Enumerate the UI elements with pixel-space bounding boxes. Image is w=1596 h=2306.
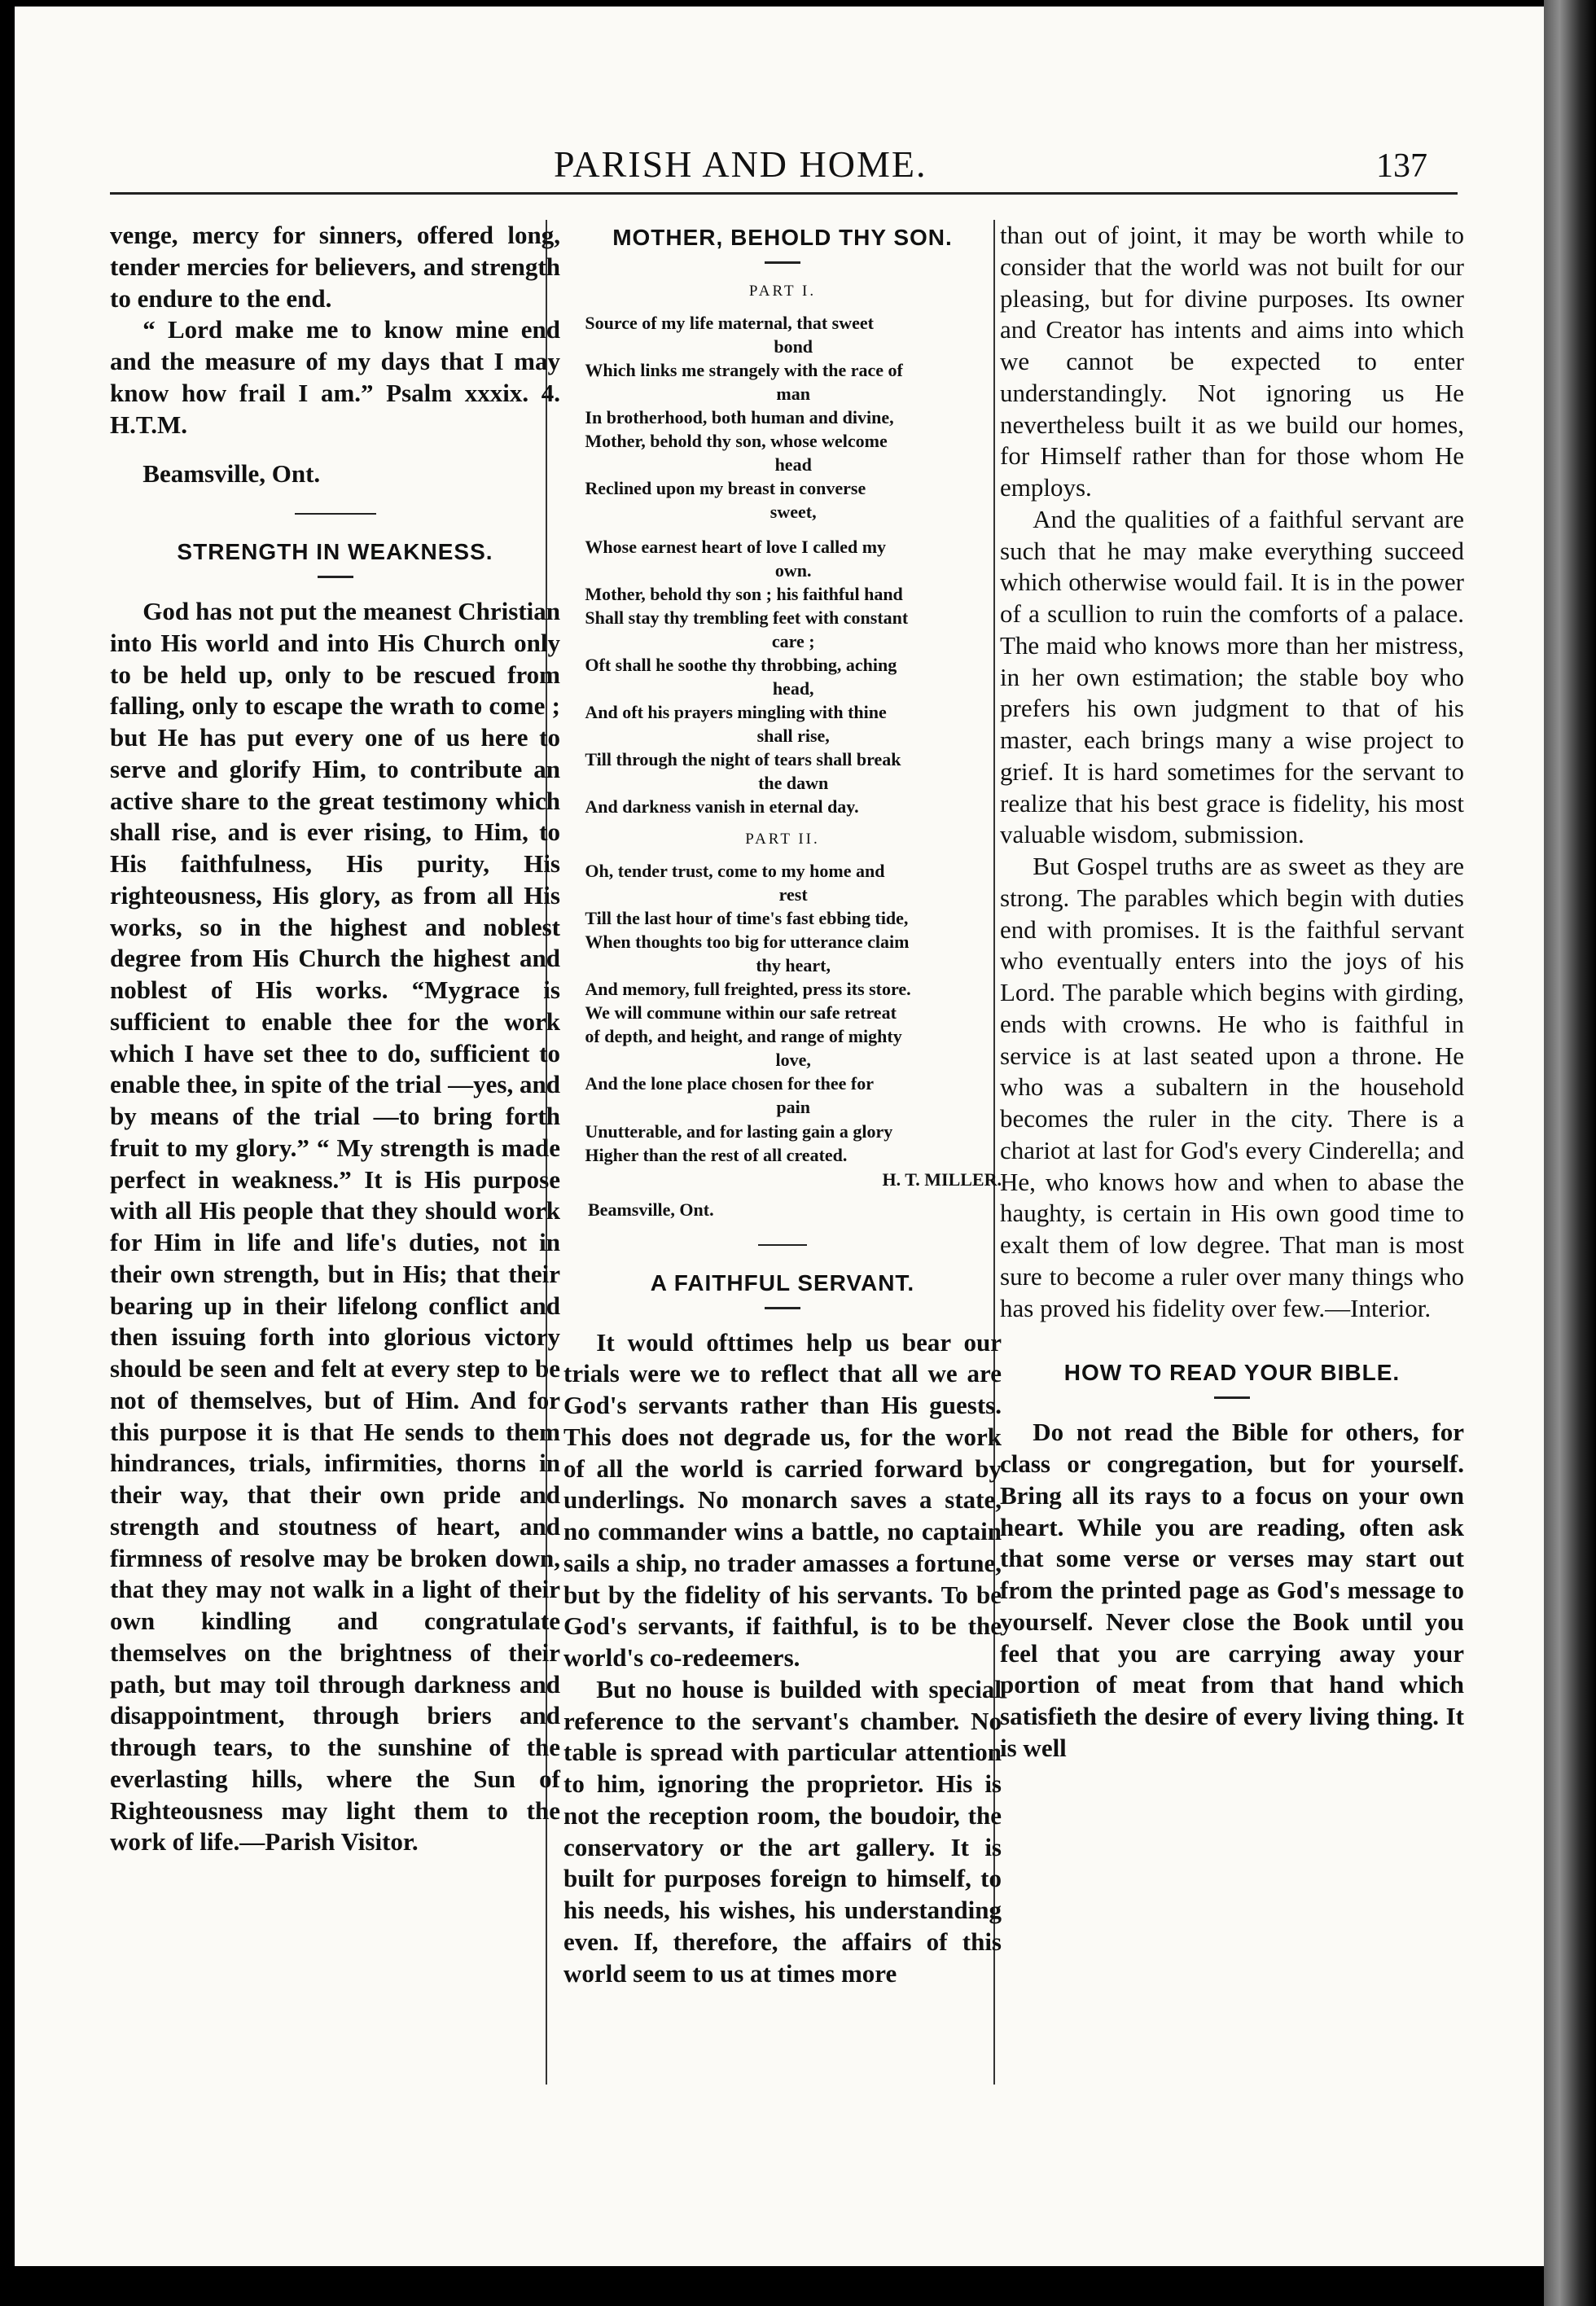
article-title-faithful: A FAITHFUL SERVANT.	[650, 1269, 915, 1295]
faithful-paragraph-4: And the qualities of a faithful servant are such that he may make everything succeed which otherwise would fail. It is in the power of a scullion to ruin the comforts of a palace. The maid who knows more than her mistress, in her own estimation; the stable boy who prefers his own judgment to that of his master, each brings many a wise project to grief. It is hard sometimes for the servant to realize that his best grace is fidelity, his most valuable wisdom, submission.	[1000, 504, 1464, 849]
poem-line: Till through the night of tears shall break the dawn	[563, 747, 1002, 795]
poem-line: In brotherhood, both human and divine,	[585, 406, 894, 427]
poem-line: Shall stay thy trembling feet with constant care ;	[563, 606, 1002, 653]
poem-line-continuation: thy heart,	[756, 955, 831, 976]
poem-line: Reclined upon my breast in converse sweet,	[563, 476, 1002, 524]
place-line: Beamsville, Ont.	[588, 1199, 714, 1221]
bible-paragraph-1: Do not read the Bible for others, for class or congregation, but for yourself. Bring all its rays to a focus on your own heart. While you are reading, often ask that some verse or verses may start out from the printed page as God's message to yourself. Never close the Book until you feel that you are carrying away your portion of meat from that hand which satisfieth the desire of every living thing. It is well	[1000, 1418, 1464, 1762]
poem-line-continuation: rest	[778, 884, 808, 905]
column-left	[110, 220, 560, 1858]
poem-line: of depth, and height, and range of mighty love,	[563, 1024, 1002, 1072]
scan-edge	[1544, 0, 1596, 2306]
poem-line: Mother, behold thy son, whose welcome head	[563, 429, 1002, 476]
article-body-strength: God has not put the meanest Christian into His world and into His Church only to be held up, only to be rescued from falling, only to escape the wrath to come ; but He has put every one of us here to serve and glorify Him, to contribute an active share to the great testimony which shall rise, and is ever rising, to Him, to His faithfulness, His purity, His righteousness, His glory, as from all His works, so in the highest and noblest degree from His Church the highest and noblest of His works. “Mygrace is sufficient to enable thee for the work which I have set thee to do, sufficient to enable thee, in spite of the trial —yes, and by means of the trial —to bring forth fruit to my glory.” “ My strength is made perfect in weakness.” It is His purpose with all His people that they should work for Him in life and life's duties, not in their own strength, but in His; that their bearing up in their lifelong conflict and then issuing forth into glorious victory should be seen and felt at every step to be not of themselves, but of Him. And for this purpose it is that He sends to them hindrances, trials, infirmities, thorns in their way, that their own pride and strength and stoutness of heart, and firmness of resolve may be broken down, that they may not walk in a light of their own kindling and congratulate themselves on the brightness of their path, but may toil through darkness and disappointment, through briers and through tears, to the sunshine of the everlasting hills, where the Sun of Righteousness may light them to the work of life.—Parish Visitor.	[110, 597, 560, 1857]
faithful-paragraph-5: But Gospel truths are as sweet as they are strong. The parables which begin with duties end with promises. It is the faithful servant who eventually enters into the joys of his Lord. The parable which begins with girding, ends with crowns. He who is faithful in service is at last seated upon a throne. He who was a subaltern in the household becomes the ruler in the city. There is a chariot at last for God's every Cinderella; and He, who knows how and when to abase the haughty, is certain in His own good time to exalt them of low degree. That man is most sure to become a ruler over many things who has proved his fidelity over few.—Interior.	[1000, 852, 1464, 1322]
poem-line-continuation: shall rise,	[756, 726, 830, 747]
poem-line: Unutterable, and for lasting gain a glory	[585, 1120, 893, 1142]
section-separator	[295, 513, 376, 515]
poem-line-continuation: pain	[776, 1097, 810, 1118]
poem-line: We will commune within our safe retreat	[585, 1002, 897, 1024]
faithful-paragraph-3: than out of joint, it may be worth while to consider that the world was not built for our pleasing, but for divine purposes. Its owner and Creator has intents and aims into which we cannot be expected to enter understandingly. Not ignoring us He nevertheless built it as we build our homes, for Himself rather than for those whom He employs.	[1000, 221, 1464, 502]
poem-line: And the lone place chosen for thee for pain	[563, 1072, 1002, 1119]
poem-line-continuation: own.	[774, 560, 812, 581]
poem-line: And darkness vanish in eternal day.	[585, 796, 859, 818]
poem-line: Till the last hour of time's fast ebbing tide,	[585, 908, 909, 929]
section-separator	[758, 1244, 807, 1246]
poem-line: Oft shall he soothe thy throbbing, aching head,	[563, 653, 1002, 700]
poem-line: Higher than the rest of all created.	[585, 1144, 848, 1165]
poem-signature: H. T. MILLER.	[882, 1168, 1002, 1190]
poem-title: MOTHER, BEHOLD THY SON.	[612, 225, 953, 250]
poem-line: And memory, full freighted, press its store.	[585, 979, 911, 1000]
column-middle	[563, 220, 1002, 1989]
column-right	[1000, 220, 1464, 1765]
poem-line: Whose earnest heart of love I called my own.	[563, 535, 1002, 582]
poem-line-continuation: the dawn	[758, 773, 829, 794]
poem-line: When thoughts too big for utterance claim thy heart,	[563, 930, 1002, 977]
title-dash	[1214, 1396, 1250, 1399]
poem-line: Which links me strangely with the race of man	[563, 358, 1002, 406]
closing-prayer: “ Lord make me to know mine end and the measure of my days that I may know how frail I am.” Psalm xxxix. 4. H.T.M.	[110, 315, 560, 439]
title-dash	[765, 261, 800, 264]
poem-line: Oh, tender trust, come to my home and rest	[563, 859, 1002, 906]
poem-line-continuation: man	[776, 383, 810, 404]
poem-line-continuation: head	[774, 454, 812, 475]
poem-line: Source of my life maternal, that sweet bond	[563, 311, 1002, 358]
poem-part-two	[563, 859, 1002, 1166]
poem-line: Mother, behold thy son ; his faithful hand	[585, 584, 903, 605]
poem-line-continuation: sweet,	[770, 502, 817, 522]
faithful-paragraph-1: It would ofttimes help us bear our trials were we to reflect that all we are God's servants rather than His guests. This does not degrade us, for the work of all the world is carried forward by underlings. No monarch saves a state, no commander wins a battle, no captain sails a ship, no trader amasses a fortune, but by the fidelity of his servants. To be God's servants, if faithful, is to be the world's co-redeemers.	[563, 1327, 1002, 1673]
title-dash	[318, 576, 353, 578]
poem-line-continuation: head,	[772, 678, 814, 699]
poem-part-one-heading: PART I.	[748, 283, 817, 300]
place-line: Beamsville, Ont.	[142, 459, 321, 489]
running-header: PARISH AND HOME.	[554, 143, 927, 185]
header-rule	[110, 192, 1458, 195]
title-dash	[765, 1307, 800, 1309]
poem-line: And oft his prayers mingling with thine shall rise,	[563, 700, 1002, 747]
article-title-bible: HOW TO READ YOUR BIBLE.	[1063, 1360, 1401, 1386]
poem-line-continuation: care ;	[771, 631, 815, 652]
faithful-paragraph-2: But no house is builded with special reference to the servant's chamber. No table is spread with particular attention to him, ignoring the proprietor. His is not the reception room, the boudoir, the conservatory or the art gallery. It is built for purposes foreign to himself, to his needs, his wishes, his understanding even. If, therefore, the affairs of this world seem to us at times more	[563, 1674, 1002, 1988]
poem-line-continuation: love,	[775, 1050, 811, 1071]
article-continuation: venge, mercy for sinners, offered long, tender mercies for believers, and strength to endure to the end.	[110, 221, 560, 313]
poem-part-two-heading: PART II.	[745, 831, 820, 848]
poem-line-continuation: bond	[774, 335, 813, 357]
poem-part-one	[563, 311, 1002, 819]
article-title-strength: STRENGTH IN WEAKNESS.	[177, 539, 493, 564]
page-number: 137	[1376, 147, 1427, 185]
